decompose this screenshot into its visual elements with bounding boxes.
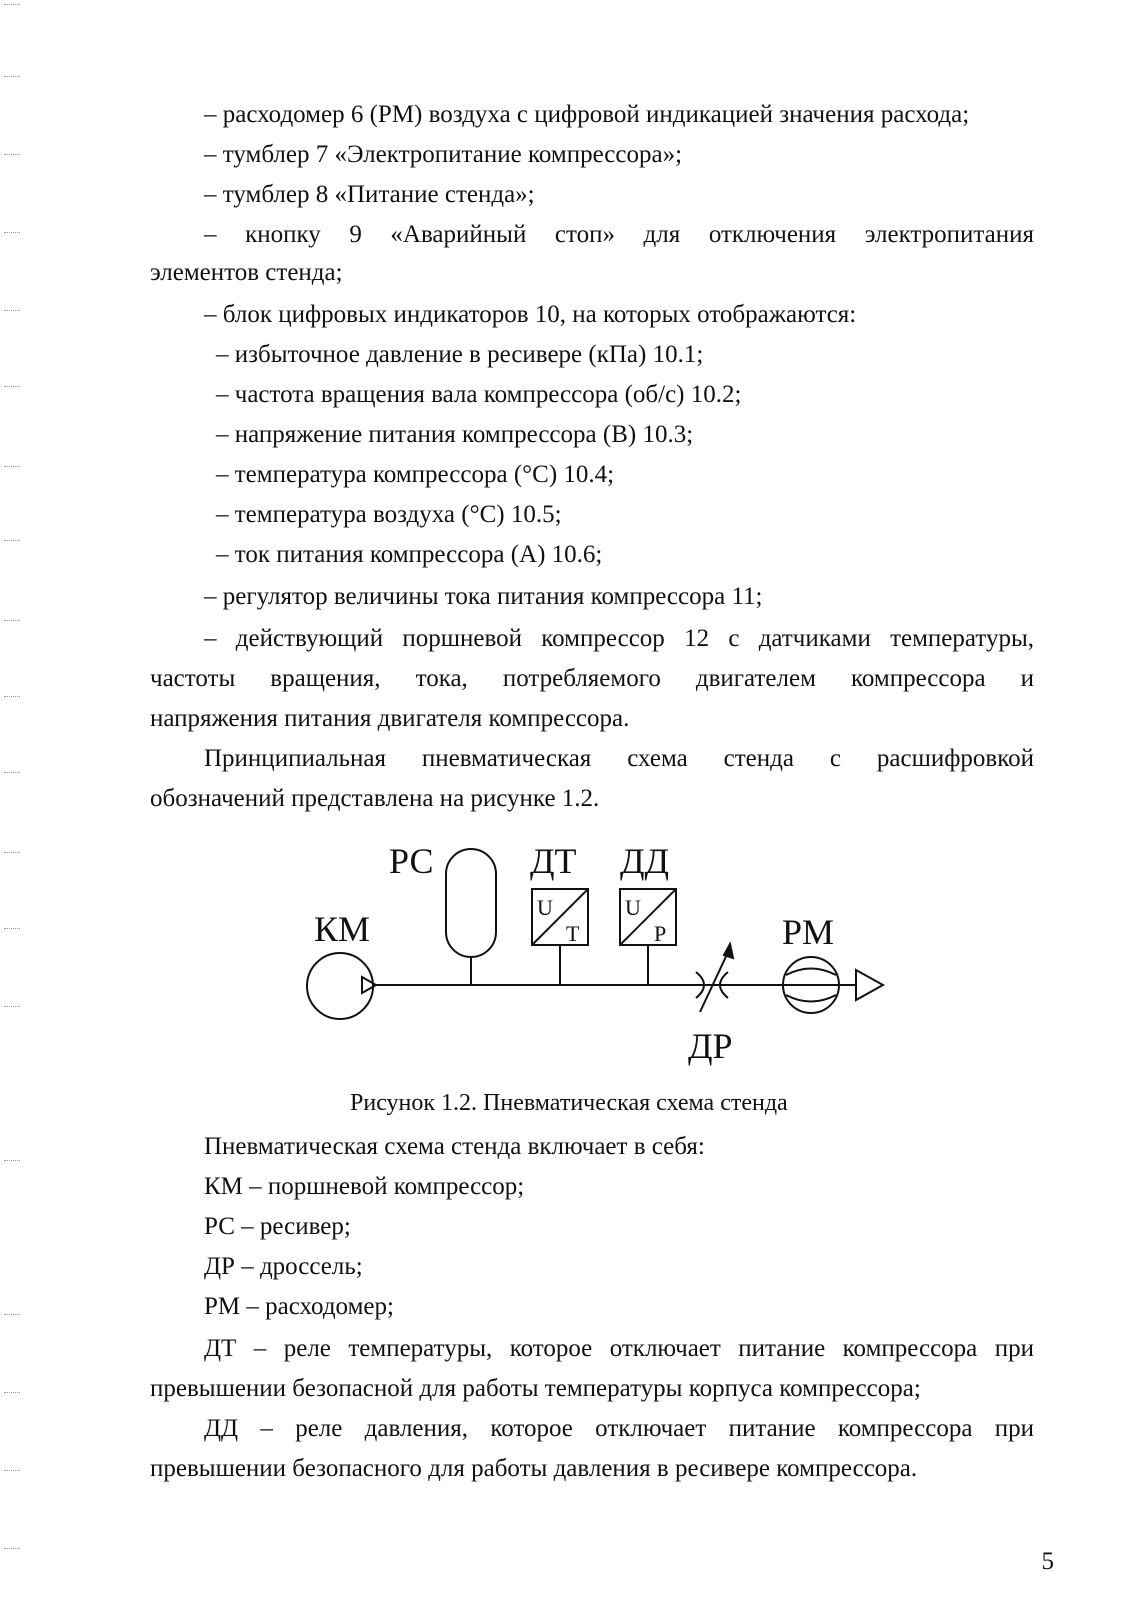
legend-rs: РС – ресивер; xyxy=(204,1213,351,1240)
list-item-toggle-8: – тумблер 8 «Питание стенда»; xyxy=(204,181,535,208)
label-dt: ДТ xyxy=(530,841,577,881)
outlet-triangle xyxy=(856,970,883,1000)
legend-dr: ДР – дроссель; xyxy=(204,1253,363,1280)
compressor-symbol xyxy=(307,953,373,1019)
legend-dd: ДД – реле давления, которое отключает питание компрессора при xyxy=(204,1415,1034,1442)
label-dd-p: P xyxy=(654,921,667,946)
receiver-symbol xyxy=(446,849,496,957)
label-dd-u: U xyxy=(625,895,641,920)
sublist-item-10-1: – избыточное давление в ресивере (кПа) 10.1; xyxy=(216,341,704,368)
label-rm: РМ xyxy=(782,912,835,952)
list-item-button-9: – кнопку 9 «Аварийный стоп» для отключения электропитания xyxy=(204,221,1034,248)
sublist-item-10-4: – температура компрессора (°С) 10.4; xyxy=(216,461,615,488)
list-item-flowmeter: – расходомер 6 (РМ) воздуха с цифровой индикацией значения расхода; xyxy=(204,101,970,128)
legend-dt-cont: превышении безопасной для работы температуры корпуса компрессора; xyxy=(150,1375,921,1402)
label-km: КМ xyxy=(314,909,371,949)
flowmeter-lower-arc xyxy=(786,995,836,1002)
list-item-indicator-block: – блок цифровых индикаторов 10, на которых отображаются: xyxy=(204,301,857,328)
list-item-toggle-7: – тумблер 7 «Электропитание компрессора»; xyxy=(204,141,683,168)
list-item-regulator-11: – регулятор величины тока питания компрессора 11; xyxy=(204,583,763,610)
label-dr: ДР xyxy=(688,1026,733,1066)
flowmeter-upper-arc xyxy=(786,969,836,976)
list-item-compressor-12-cont1: частоты вращения, тока, потребляемого двигателем компрессора и xyxy=(150,665,1034,692)
list-item-button-9-cont: элементов стенда; xyxy=(150,259,343,286)
page-number: 5 xyxy=(1041,1548,1054,1575)
figure-caption: Рисунок 1.2. Пневматическая схема стенда xyxy=(350,1090,788,1116)
legend-dd-cont: превышении безопасного для работы давления в ресивере компрессора. xyxy=(150,1455,918,1482)
legend-intro: Пневматическая схема стенда включает в себя: xyxy=(204,1133,705,1160)
throttle-adjust-arrow xyxy=(700,948,730,1012)
paragraph-scheme-intro: Принципиальная пневматическая схема стенда с расшифровкой xyxy=(204,745,1034,772)
paragraph-scheme-intro-cont: обозначений представлена на рисунке 1.2. xyxy=(150,785,600,812)
label-dt-t: T xyxy=(566,921,580,946)
legend-km: КМ – поршневой компрессор; xyxy=(204,1173,525,1200)
sublist-item-10-2: – частота вращения вала компрессора (об/с) 10.2; xyxy=(216,381,742,408)
label-dd: ДД xyxy=(620,841,670,881)
sublist-item-10-5: – температура воздуха (°С) 10.5; xyxy=(216,501,562,528)
label-dt-u: U xyxy=(537,895,553,920)
legend-dt: ДТ – реле температуры, которое отключает питание компрессора при xyxy=(204,1335,1034,1362)
label-rs: РС xyxy=(389,841,434,881)
list-item-compressor-12-cont2: напряжения питания двигателя компрессора. xyxy=(150,705,630,732)
sublist-item-10-3: – напряжение питания компрессора (В) 10.3; xyxy=(216,421,694,448)
throttle-arrow-head xyxy=(724,944,733,958)
sublist-item-10-6: – ток питания компрессора (А) 10.6; xyxy=(216,541,603,568)
list-item-compressor-12: – действующий поршневой компрессор 12 с датчиками температуры, xyxy=(204,625,1034,652)
legend-rm: РМ – расходомер; xyxy=(204,1293,394,1320)
